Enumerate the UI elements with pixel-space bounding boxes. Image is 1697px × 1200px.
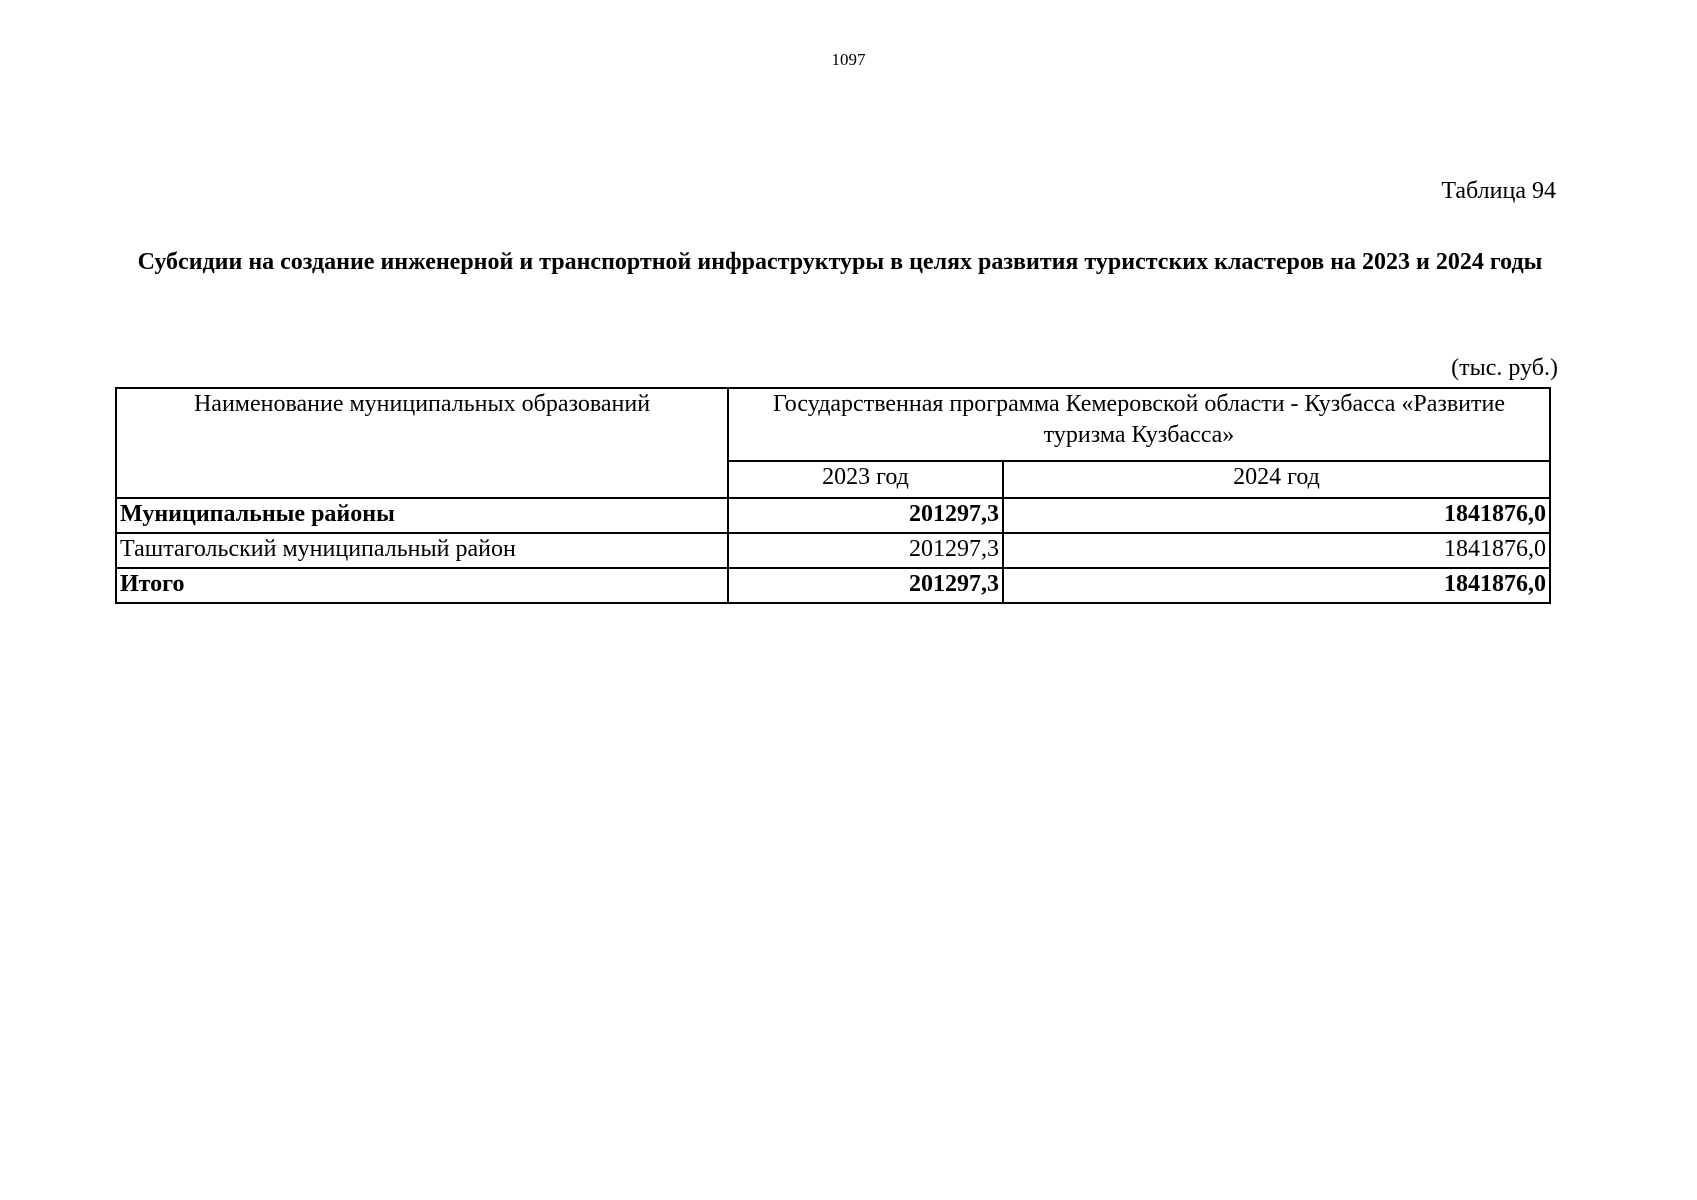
row-value-2024: 1841876,0 [1003, 533, 1550, 568]
row-name: Таштагольский муниципальный район [116, 533, 728, 568]
subsidies-table [115, 387, 1551, 604]
row-value-2023: 201297,3 [728, 568, 1003, 603]
header-year-2023: 2023 год [728, 461, 1003, 498]
header-state-program: Государственная программа Кемеровской области - Кузбасса «Развитие туризма Кузбасса» [728, 388, 1550, 461]
row-value-2024: 1841876,0 [1003, 498, 1550, 533]
page-number: 1097 [831, 50, 866, 69]
table-header-row [116, 388, 1550, 461]
units-note: (тыс. руб.) [1451, 355, 1558, 381]
document-title: Субсидии на создание инженерной и транспортной инфраструктуры в целях развития туристских кластеров на 2023 и 2024 годы [137, 249, 1543, 275]
table-row-tashtagol-district [116, 533, 1550, 568]
row-value-2023: 201297,3 [728, 533, 1003, 568]
header-year-2024: 2024 год [1003, 461, 1550, 498]
row-value-2024: 1841876,0 [1003, 568, 1550, 603]
header-municipality-name: Наименование муниципальных образований [116, 388, 728, 498]
row-value-2023: 201297,3 [728, 498, 1003, 533]
row-name: Итого [116, 568, 728, 603]
table-row-municipal-districts [116, 498, 1550, 533]
table-row-total [116, 568, 1550, 603]
row-name: Муниципальные районы [116, 498, 728, 533]
table-label: Таблица 94 [1441, 178, 1556, 204]
